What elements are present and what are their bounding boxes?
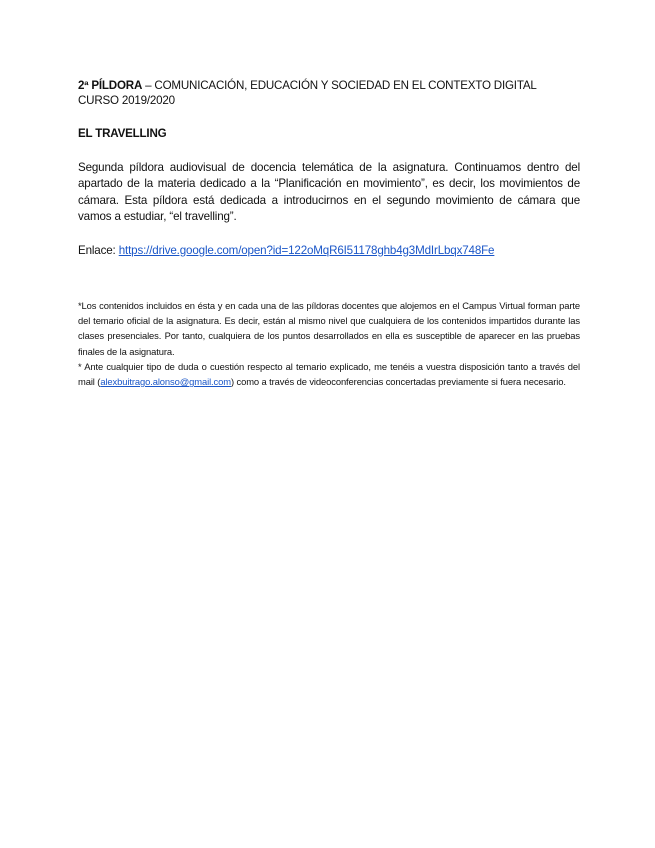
footnote-2-after: ) como a través de videoconferencias concertadas previamente si fuera necesario. [230, 376, 566, 388]
title-rest: – COMUNICACIÓN, EDUCACIÓN Y SOCIEDAD EN EL CONTEXTO DIGITAL [142, 79, 537, 92]
body-paragraph: Segunda píldora audiovisual de docencia telemática de la asignatura. Continuamos dentro del apartado de la materia dedicado a la “Planificación en movimiento”, es decir, los movimientos de cámara. Esta píldora está dedicada a introducirnos en el segundo movimiento de cámara que vamos a estudiar, “el travelling”. [78, 161, 580, 224]
footnote-2 [78, 359, 580, 390]
email-link[interactable]: alexbuitrago.alonso@gmail.com [100, 376, 231, 388]
course-year: CURSO 2019/2020 [78, 94, 175, 107]
document-title [78, 78, 580, 93]
link-label: Enlace: [78, 243, 119, 257]
footnote-1: *Los contenidos incluidos en ésta y en cada una de las píldoras docentes que alojemos en el Campus Virtual forman parte del temario oficial de la asignatura. Es decir, están al mismo nivel que cualquiera de los contenidos impartidos durante las clases presenciales. Por tanto, cualquiera de los puntos desarrollados en ella es susceptible de aparecer en las pruebas finales de la asignatura. [78, 299, 580, 357]
link-line [78, 243, 580, 258]
title-bold: 2ª PÍLDORA [78, 79, 143, 92]
footnote-2-before: * Ante cualquier tipo de duda o cuestión respecto al temario explicado, me tenéis a vuestra disposición tanto a través del mail ( [78, 360, 580, 388]
section-title: EL TRAVELLING [78, 127, 167, 140]
footnotes [78, 298, 580, 390]
drive-link[interactable]: https://drive.google.com/open?id=122oMqR6I51178ghb4g3MdIrLbqx748Fe [118, 243, 495, 257]
document-content [78, 78, 580, 389]
